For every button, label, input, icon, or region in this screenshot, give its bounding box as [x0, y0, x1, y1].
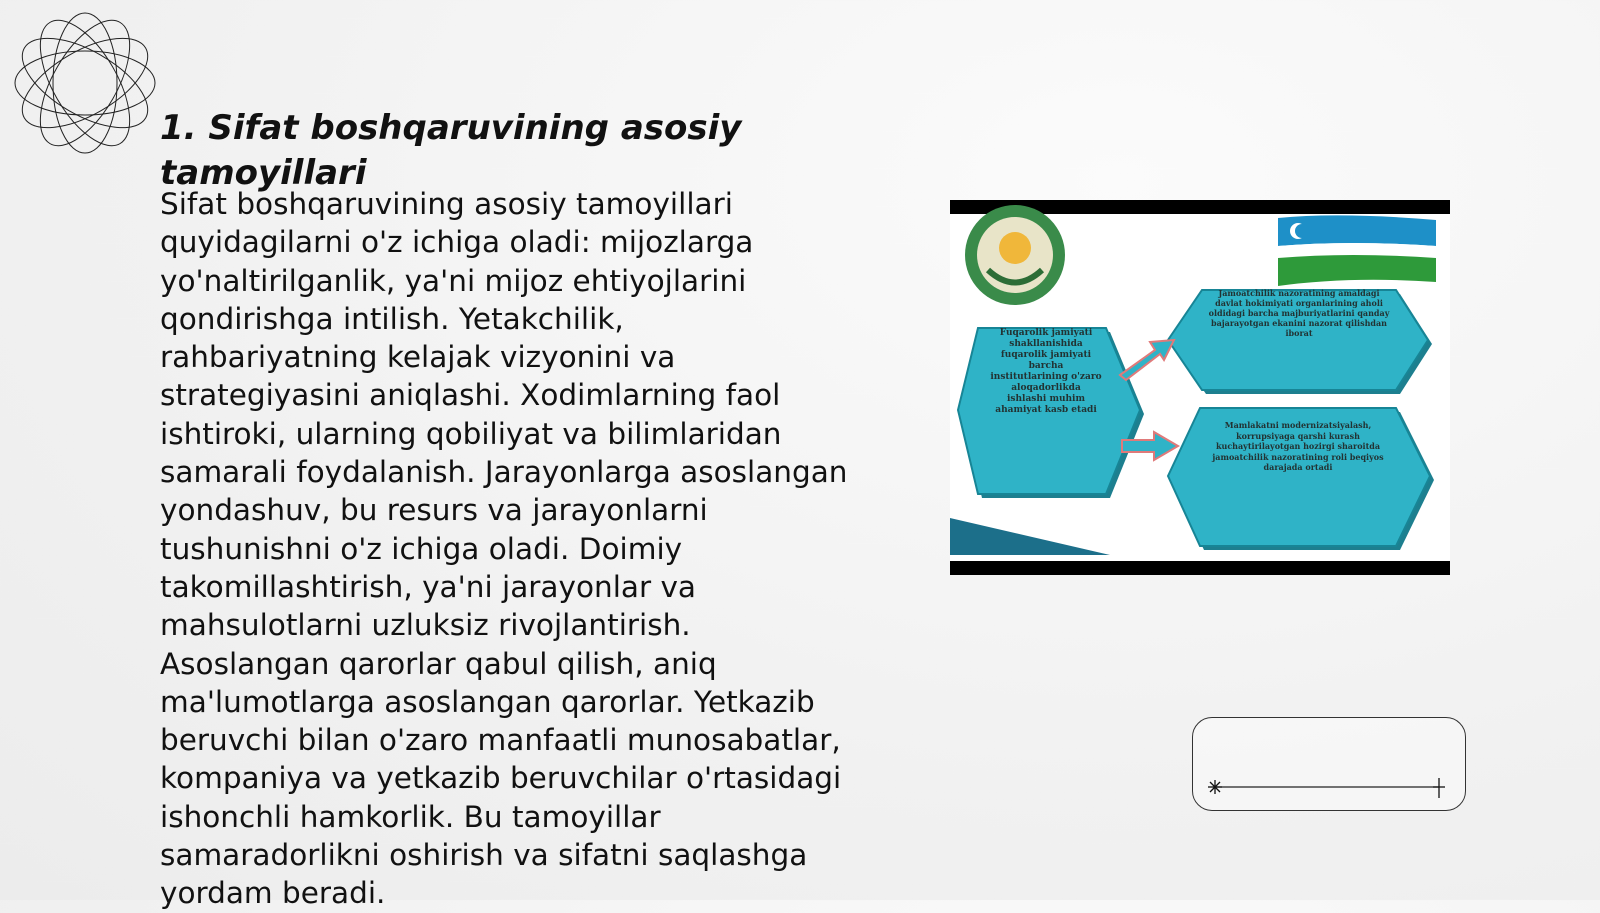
embedded-slide-image	[950, 200, 1450, 575]
sparkle-icon	[1208, 780, 1222, 794]
slide-body-text: Sifat boshqaruvining asosiy tamoyillari quyidagilarni o'z ichiga oladi: mijozlarga yo'naltirilganlik, ya'ni mijoz ehtiyojlarini qondirishga intilish. Yetakchilik, rahbariyatning kelajak vizyonini va strategiyasini aniqlashi. Xodimlarning faol ishtiroki, ularning qobiliyat va bilimlaridan samarali foydalanish. Jarayonlarga asoslangan yondashuv, bu resurs va jarayonlarni tushunishni o'z ichiga oladi. Doimiy takomillashtirish, ya'ni jarayonlar va mahsulotlarni uzluksiz rivojlantirish. Asoslangan qarorlar qabul qilish, aniq ma'lumotlarga asoslangan qarorlar. Yetkazib beruvchi bilan o'zaro manfaatli munosabatlar, kompaniya va yetkazib beruvchilar o'rtasidagi ishonchli hamkorlik. Bu tamoyillar samaradorlikni oshirish va sifatni saqlashga yordam beradi.	[160, 187, 848, 911]
emblem-icon	[965, 205, 1065, 305]
top-right-hexagon-text: Jamoatchilik nazoratining amaldagi davlat hokimiyati organlarining aholi oldidagi barcha majburiyatlarini qanday bajarayotgan ekanini nazorat qilishdan iborat	[1208, 288, 1390, 338]
orbit-rings-decoration	[10, 8, 160, 158]
slide-bottom-bar	[950, 561, 1450, 575]
slide-corner-accent	[950, 518, 1110, 555]
slide-title: 1. Sifat boshqaruvining asosiy tamoyillari	[160, 108, 742, 193]
left-hexagon-text: Fuqarolik jamiyati shakllanishida fuqarolik jamiyati barcha institutlarining o'zaro aloqadorlikda ishlashi muhim ahamiyat kasb etadi	[990, 328, 1102, 415]
cross-star-icon	[1433, 778, 1445, 798]
arrow-up-right-icon	[1120, 340, 1174, 380]
bottom-right-hexagon-text: Mamlakatni modernizatsiyalash, korrupsiyaga qarshi kurash kuchaytirilayotgan hozirgi sharoitda jamoatchilik nazoratining roli beqiyos darajada ortadi	[1212, 420, 1384, 472]
uzbek-flag-icon	[1278, 215, 1436, 286]
decorative-frame	[1192, 717, 1466, 811]
